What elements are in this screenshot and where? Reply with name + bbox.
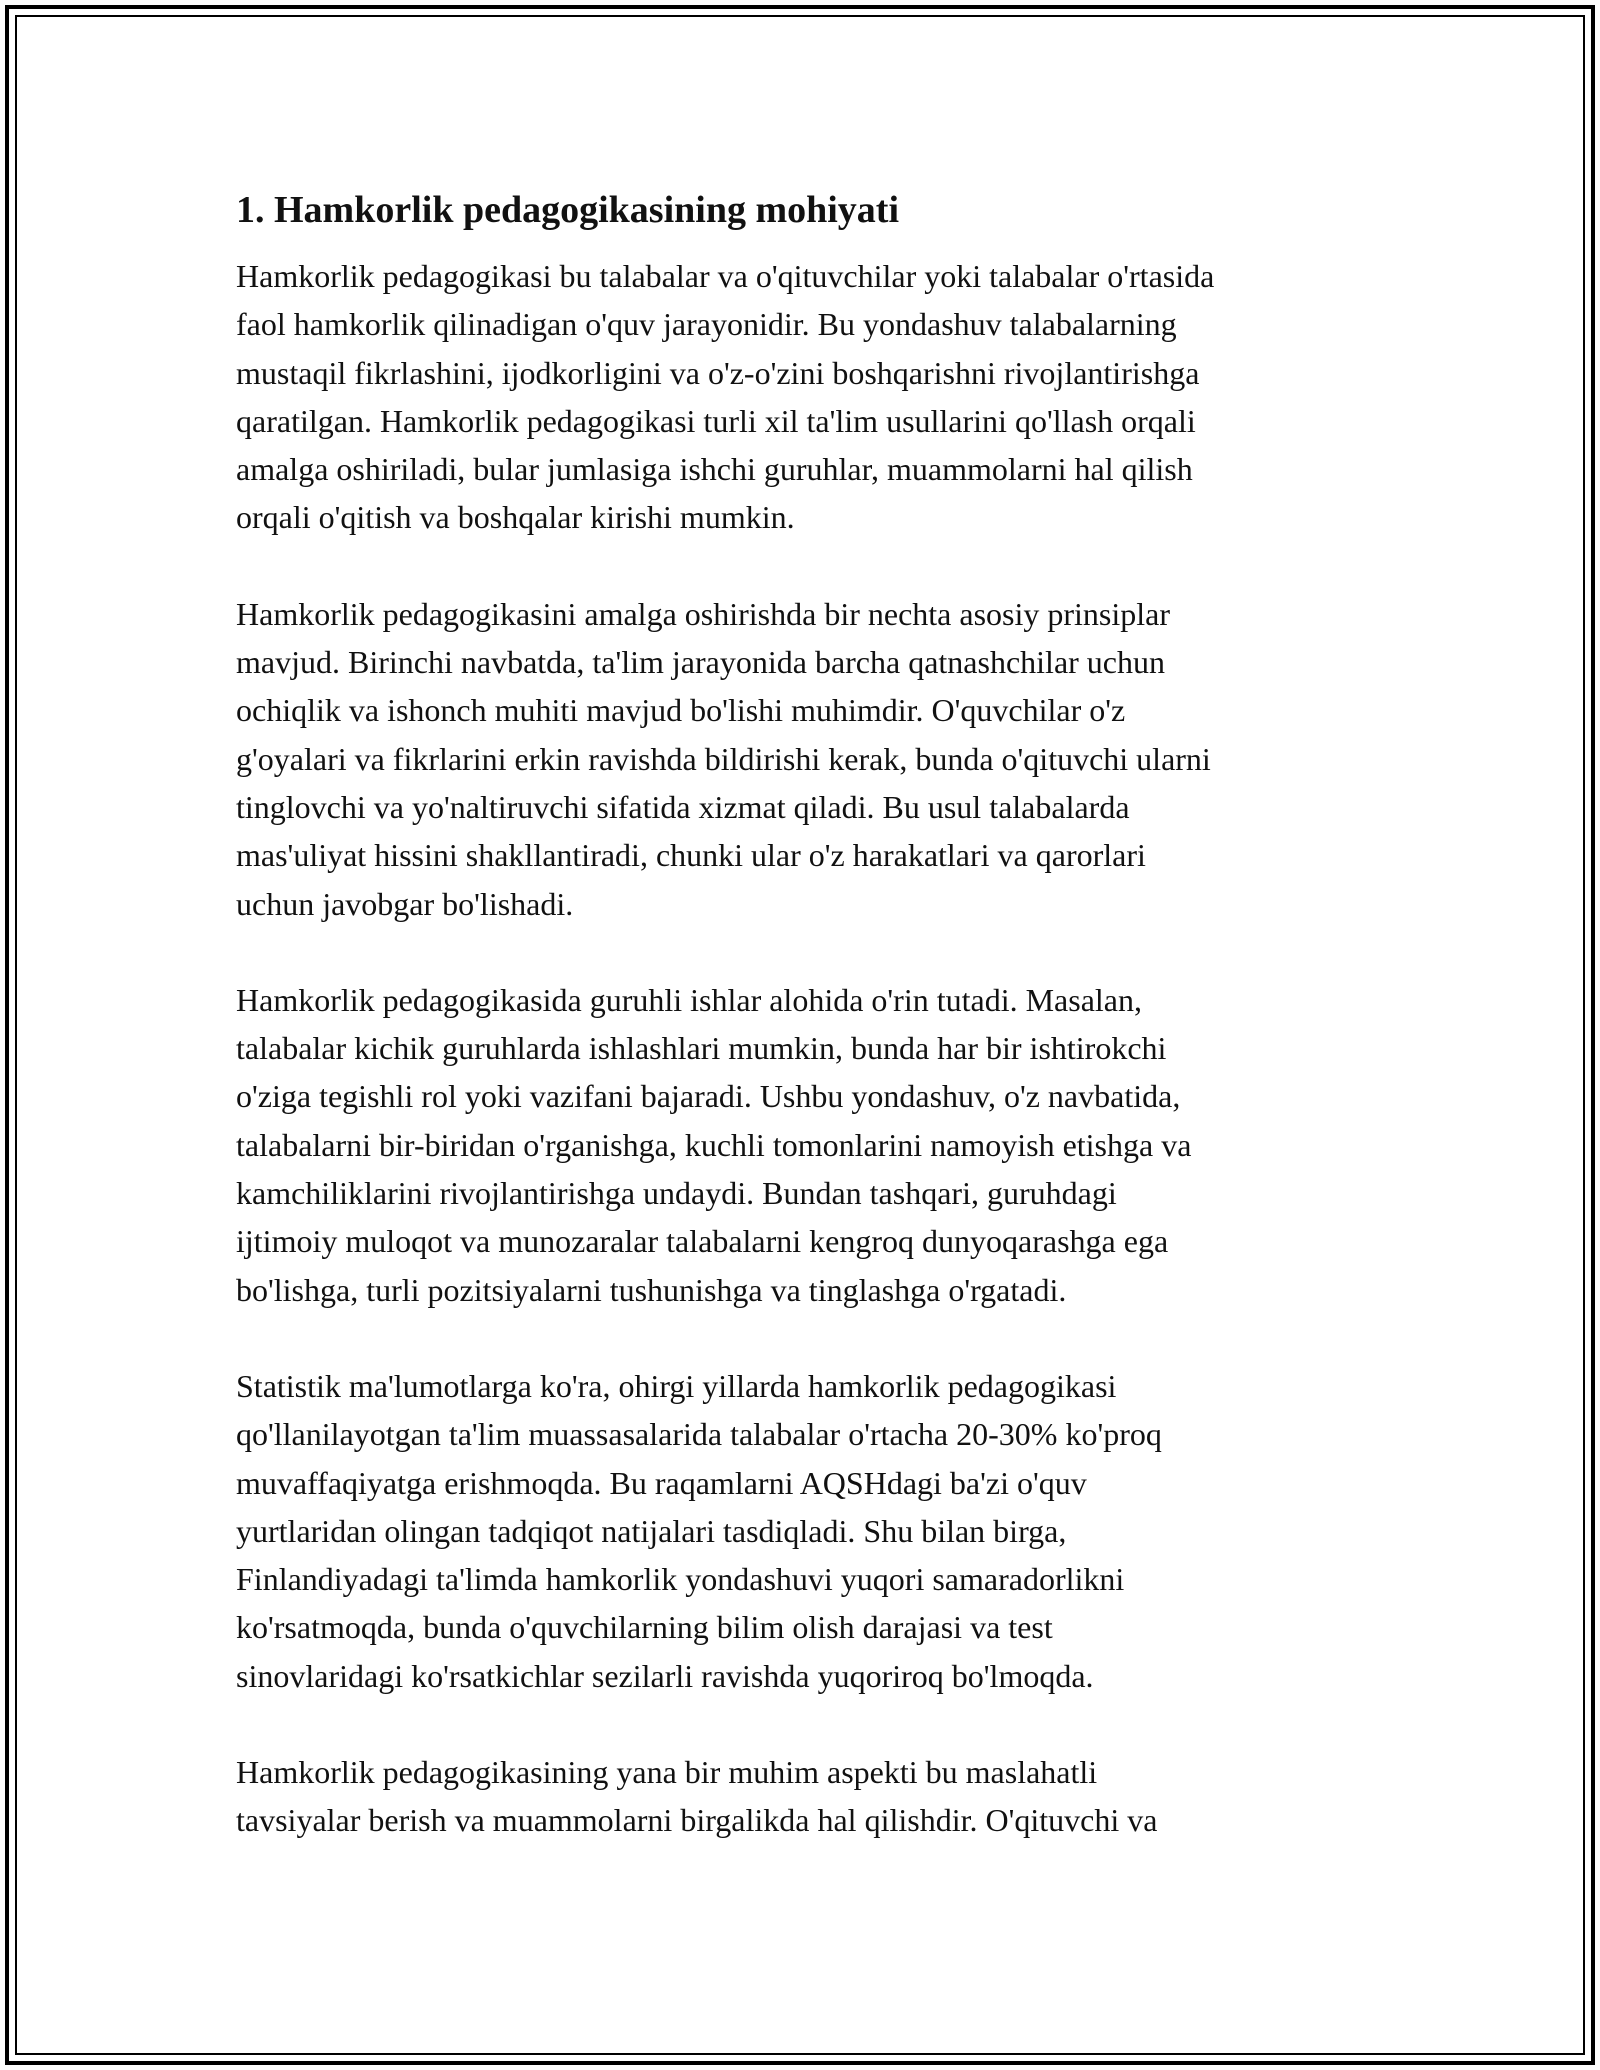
text-line: ko'rsatmoqda, bunda o'quvchilarning bilim olish darajasi va test (236, 1609, 1053, 1646)
text-line: orqali o'qitish va boshqalar kirishi mumkin. (236, 499, 795, 536)
document-body (236, 186, 1376, 1893)
paragraph-5 (236, 1748, 1376, 1845)
paragraph-1 (236, 252, 1376, 542)
text-line: Hamkorlik pedagogikasi bu talabalar va o'qituvchilar yoki talabalar o'rtasida (236, 258, 1215, 294)
text-line: talabalar kichik guruhlarda ishlashlari mumkin, bunda har bir ishtirokchi (236, 1030, 1167, 1067)
text-line: Statistik ma'lumotlarga ko'ra, ohirgi yillarda hamkorlik pedagogikasi (236, 1367, 1117, 1404)
text-line: Hamkorlik pedagogikasini amalga oshirishda bir nechta asosiy prinsiplar (236, 595, 1170, 632)
text-line: muvaffaqiyatga erishmoqda. Bu raqamlarni AQSHdagi ba'zi o'quv (236, 1464, 1087, 1501)
text-line: faol hamkorlik qilinadigan o'quv jarayonidir. Bu yondashuv talabalarning (236, 306, 1177, 343)
paragraph-4 (236, 1362, 1376, 1700)
text-line: mustaqil fikrlashini, ijodkorligini va o'z-o'zini boshqarishni rivojlantirishga (236, 354, 1200, 391)
text-line: qo'llanilayotgan ta'lim muassasalarida talabalar o'rtacha 20-30% ko'proq (236, 1416, 1162, 1453)
text-line: g'oyalari va fikrlarini erkin ravishda bildirishi kerak, bunda o'qituvchi ularni (236, 740, 1211, 777)
text-line: kamchiliklarini rivojlantirishga undaydi. Bundan tashqari, guruhdagi (236, 1175, 1117, 1212)
text-line: mavjud. Birinchi navbatda, ta'lim jarayonida barcha qatnashchilar uchun (236, 644, 1165, 681)
text-line: Hamkorlik pedagogikasida guruhli ishlar alohida o'rin tutadi. Masalan, (236, 981, 1142, 1018)
paragraph-2 (236, 590, 1376, 928)
text-line: ijtimoiy muloqot va munozaralar talabalarni kengroq dunyoqarashga ega (236, 1223, 1169, 1260)
paragraph-3 (236, 976, 1376, 1314)
text-line: bo'lishga, turli pozitsiyalarni tushunishga va tinglashga o'rgatadi. (236, 1271, 1067, 1308)
text-line: amalga oshiriladi, bular jumlasiga ishchi guruhlar, muammolarni hal qilish (236, 451, 1193, 488)
text-line: sinovlaridagi ko'rsatkichlar sezilarli ravishda yuqoriroq bo'lmoqda. (236, 1657, 1094, 1694)
text-line: tinglovchi va yo'naltiruvchi sifatida xizmat qiladi. Bu usul talabalarda (236, 788, 1130, 825)
text-line: yurtlaridan olingan tadqiqot natijalari tasdiqladi. Shu bilan birga, (236, 1512, 1067, 1549)
section-heading: 1. Hamkorlik pedagogikasining mohiyati (236, 189, 900, 231)
text-line: tavsiyalar berish va muammolarni birgalikda hal qilishdir. O'qituvchi va (236, 1802, 1158, 1839)
text-line: Finlandiyadagi ta'limda hamkorlik yondashuvi yuqori samaradorlikni (236, 1561, 1125, 1598)
text-line: mas'uliyat hissini shakllantiradi, chunki ular o'z harakatlari va qarorlari (236, 837, 1146, 874)
text-line: qaratilgan. Hamkorlik pedagogikasi turli xil ta'lim usullarini qo'llash orqali (236, 402, 1196, 439)
text-line: o'ziga tegishli rol yoki vazifani bajaradi. Ushbu yondashuv, o'z navbatida, (236, 1078, 1181, 1115)
text-line: Hamkorlik pedagogikasining yana bir muhim aspekti bu maslahatli (236, 1754, 1098, 1791)
text-line: uchun javobgar bo'lishadi. (236, 885, 574, 922)
text-line: talabalarni bir-biridan o'rganishga, kuchli tomonlarini namoyish etishga va (236, 1126, 1192, 1163)
text-line: ochiqlik va ishonch muhiti mavjud bo'lishi muhimdir. O'quvchilar o'z (236, 692, 1126, 729)
